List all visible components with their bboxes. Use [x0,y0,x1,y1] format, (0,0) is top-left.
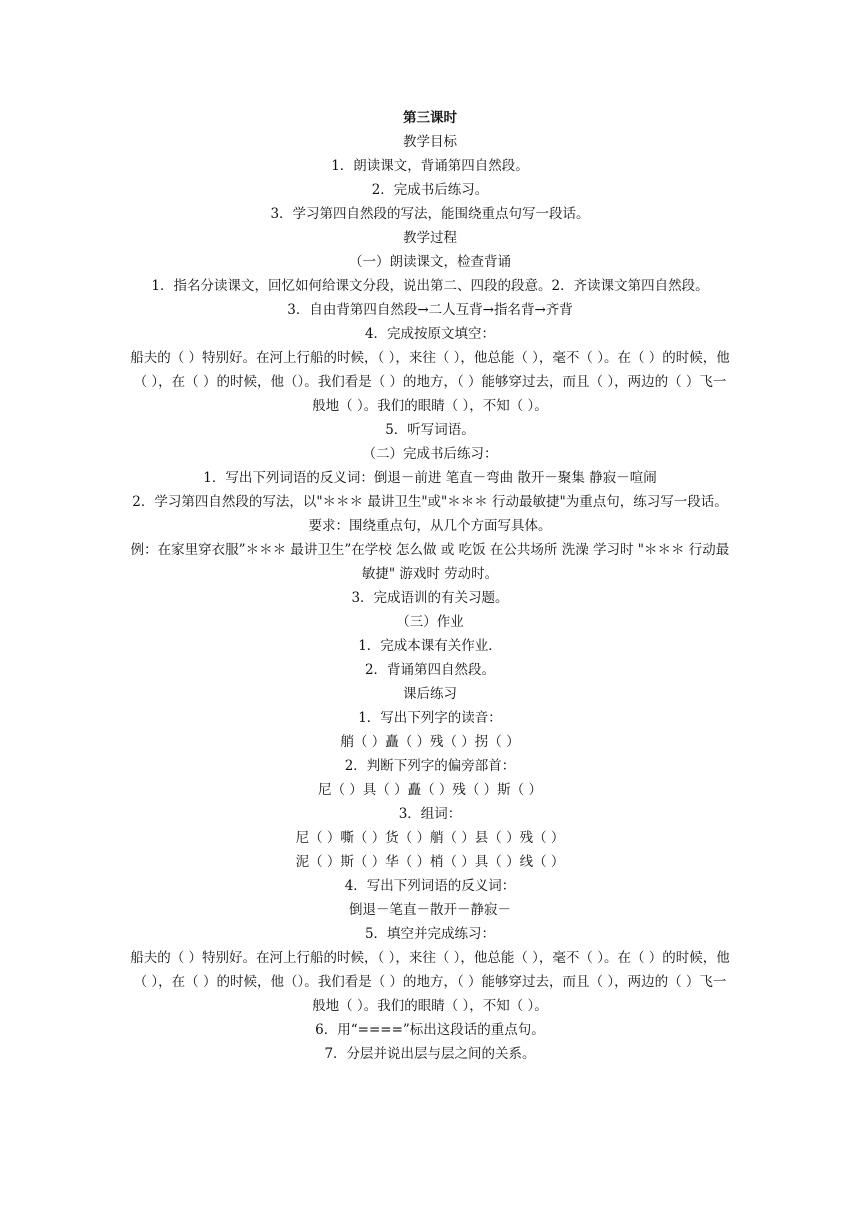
process-step: 5．听写词语。 [385,422,475,438]
fill-blank-paragraph: 船夫的（ ）特别好。在河上行船的时候，（ ），来往（ ），他总能（ ），毫不（ ）。在（ ）的时候，他（ ），在（ ）的时候，他（）。我们看是（ ）的地方，（ ）能够穿过去，而且（ ），两边的（ ）飞一般地（ ）。我们的眼睛（ ），不知（ ）。 [130,350,730,414]
practice-question: 7．分层并说出层与层之间的关系。 [324,1046,536,1062]
practice-question: 3．组词： [398,806,462,822]
exercise-item: 2．学习第四自然段的写法，以"＊＊＊ 最讲卫生"或"＊＊＊ 行动最敏捷"为重点句，练习写一段话。 [132,494,728,510]
practice-question: 4．写出下列词语的反义词： [344,878,516,894]
subsection-heading: （二）完成书后练习： [362,446,498,462]
practice-question: 2．判断下列字的偏旁部首： [344,758,516,774]
goal-item: 1．朗读课文，背诵第四自然段。 [331,158,529,174]
lesson-title: 第三课时 [403,110,457,126]
homework-item: 2．背诵第四自然段。 [364,662,496,678]
fill-blank-paragraph: 船夫的（ ）特别好。在河上行船的时候，（ ），来往（ ），他总能（ ），毫不（ ）。在（ ）的时候，他（ ），在（ ）的时候，他（）。我们看是（ ）的地方，（ ）能够穿过去，而且（ ），两边的（ ）飞一般地（ ）。我们的眼睛（ ），不知（ ）。 [130,950,730,1014]
goal-item: 2．完成书后练习。 [371,182,489,198]
requirement-text: 要求：围绕重点句，从几个方面写具体。 [308,518,552,534]
subsection-heading: （一）朗读课文，检查背诵 [349,254,511,270]
practice-blanks: 尼（ ）具（ ）矗（ ）残（ ）斯（ ） [318,782,542,798]
practice-question: 5．填空并完成练习： [364,926,496,942]
process-step: 1．指名分读课文，回忆如何给课文分段，说出第二、四段的段意。2．齐读课文第四自然段。 [151,278,709,294]
section-heading-after-class: 课后练习 [403,686,457,702]
process-step: 3．自由背第四自然段→二人互背→指名背→齐背 [287,302,573,318]
example-text: 例：在家里穿衣服”＊＊＊ 最讲卫生”在学校 怎么做 或 吃饭 在公共场所 洗澡 学习时 "＊＊＊ 行动最敏捷" 游戏时 劳动时。 [130,542,730,582]
section-heading-process: 教学过程 [403,230,457,246]
goal-item: 3．学习第四自然段的写法，能围绕重点句写一段话。 [270,206,590,222]
practice-blanks: 泥（ ）斯（ ）华（ ）梢（ ）具（ ）线（ ） [295,854,565,870]
section-heading-goals: 教学目标 [403,134,457,150]
exercise-item: 1．写出下列词语的反义词：倒退－前进 笔直－弯曲 散开－聚集 静寂－喧闹 [203,470,657,486]
process-step: 4．完成按原文填空： [364,326,496,342]
practice-blanks: 倒退－笔直－散开－静寂－ [349,902,511,918]
subsection-heading: （三）作业 [396,614,464,630]
document-body [130,106,730,1066]
practice-question: 6．用“====”标出这段话的重点句。 [315,1022,545,1038]
practice-blanks: 艄（ ）矗（ ）残（ ）拐（ ） [340,734,520,750]
practice-blanks: 尼（ ）嘶（ ）货（ ）艄（ ）县（ ）残（ ） [295,830,565,846]
practice-question: 1．写出下列字的读音： [358,710,502,726]
homework-item: 1．完成本课有关作业． [358,638,502,654]
exercise-item: 3．完成语训的有关习题。 [351,590,509,606]
